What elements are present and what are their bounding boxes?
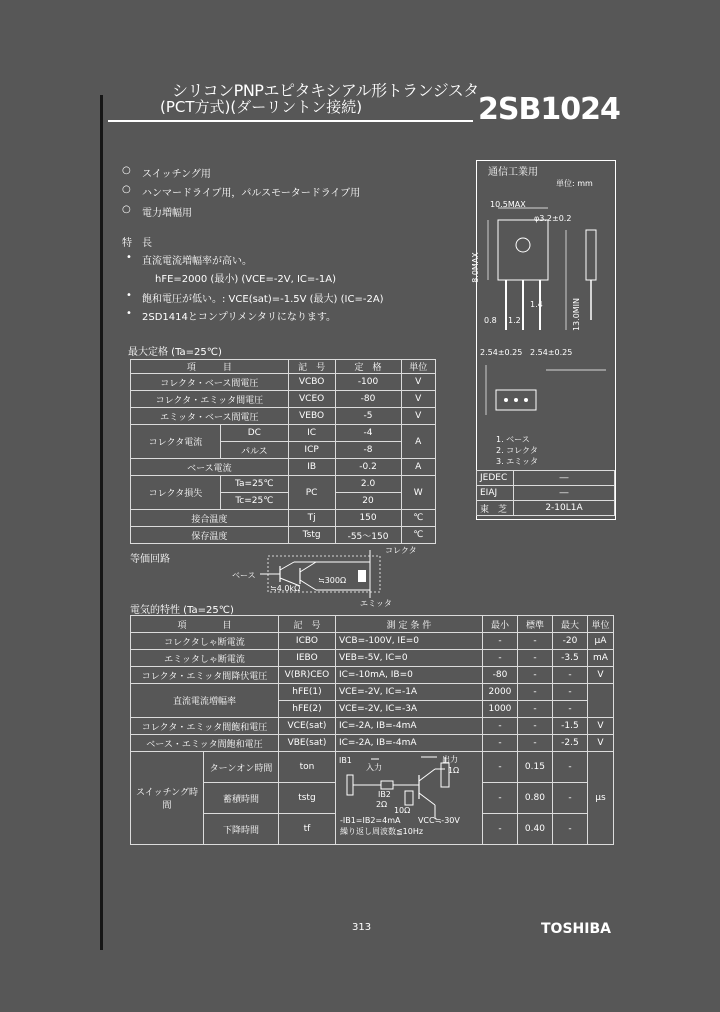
- std-label: 東 芝: [477, 501, 514, 516]
- mr-symbol: PC: [288, 476, 335, 510]
- el-head-cond: 測 定 条 件: [335, 616, 482, 633]
- el-head-typ: 標準: [517, 616, 552, 633]
- mr-symbol: ICP: [288, 442, 335, 459]
- circuit-title: 等価回路: [130, 554, 170, 565]
- el-max: -: [552, 684, 587, 701]
- dim-c: 1.2: [508, 316, 521, 325]
- el-typ: -: [517, 718, 552, 735]
- el-symbol: hFE(1): [278, 684, 335, 701]
- el-min: -: [482, 718, 517, 735]
- sw-circuit-cell: [335, 752, 482, 845]
- el-symbol: ICBO: [278, 633, 335, 650]
- el-min: -: [482, 650, 517, 667]
- app-bullet-2: ○: [122, 184, 131, 195]
- sw-unit: μs: [587, 752, 613, 845]
- mr-rating: -100: [335, 374, 401, 391]
- electrical-table: [130, 615, 614, 845]
- page-number: 313: [352, 922, 372, 933]
- sw-item: ターンオン時間: [204, 752, 279, 783]
- sw-item: 下降時間: [204, 814, 279, 845]
- package-std-table: [476, 470, 615, 516]
- sw-symbol: tstg: [278, 783, 335, 814]
- el-max: -3.5: [552, 650, 587, 667]
- el-head-item: 項 目: [131, 616, 279, 633]
- sw-label: スイッチング時間: [131, 752, 204, 845]
- std-value: 2-10L1A: [514, 501, 615, 516]
- dim-width: 10.5MAX: [490, 200, 526, 209]
- el-unit: V: [587, 667, 613, 684]
- sw-cond1: -IB1=IB2=4mA: [339, 816, 401, 825]
- el-item: エミッタしゃ断電流: [131, 650, 279, 667]
- sw-cond3: 繰り返し周波数≦10Hz: [339, 827, 424, 836]
- title-line1: シリコンPNPエピタキシアル形トランジスタ: [172, 81, 479, 100]
- dim-a: 1.4: [530, 300, 543, 309]
- sw-cond2: VCC≒-30V: [417, 816, 460, 825]
- sw-min: -: [482, 814, 517, 845]
- header-rule: [108, 120, 473, 122]
- el-min: -: [482, 735, 517, 752]
- mr-head-symbol: 記 号: [288, 360, 335, 374]
- mr-sub: Tc=25℃: [220, 493, 288, 510]
- el-cond: VCB=-100V, IE=0: [335, 633, 482, 650]
- std-label: JEDEC: [477, 471, 514, 486]
- model-number: 2SB1024: [478, 92, 620, 127]
- mr-rating: -80: [335, 391, 401, 408]
- el-max: -: [552, 701, 587, 718]
- std-value: ―: [514, 471, 615, 486]
- el-unit: μA: [587, 633, 613, 650]
- circuit-r2: ≒300Ω: [318, 576, 347, 585]
- feature-bullet-3: •: [126, 290, 132, 301]
- mr-item: コレクタ・エミッタ間電圧: [131, 391, 289, 408]
- el-unit: mA: [587, 650, 613, 667]
- feature-bullet-1: •: [126, 252, 132, 263]
- mr-item: コレクタ・ベース間電圧: [131, 374, 289, 391]
- el-min: -80: [482, 667, 517, 684]
- package-unit: 単位: mm: [556, 179, 593, 188]
- feature-bullet-4: •: [126, 308, 132, 319]
- sw-in: 入力: [365, 763, 382, 772]
- mr-head-rating: 定 格: [335, 360, 401, 374]
- el-cond: VCE=-2V, IC=-3A: [335, 701, 482, 718]
- mr-symbol: Tstg: [288, 527, 335, 544]
- mr-head-unit: 単位: [401, 360, 435, 374]
- el-cond: IC=-2A, IB=-4mA: [335, 718, 482, 735]
- mr-item: ベース電流: [131, 459, 289, 476]
- sw-item: 蓄積時間: [204, 783, 279, 814]
- el-cond: IC=-2A, IB=-4mA: [335, 735, 482, 752]
- sw-typ: 0.40: [517, 814, 552, 845]
- application-1: スイッチング用: [142, 169, 211, 180]
- package-drawing: [476, 190, 614, 430]
- el-typ: -: [517, 735, 552, 752]
- feature-4: 2SD1414とコンプリメンタリになります。: [142, 312, 337, 323]
- mr-symbol: VCEO: [288, 391, 335, 408]
- el-head-max: 最大: [552, 616, 587, 633]
- dim-pitch1: 2.54±0.25: [480, 348, 523, 357]
- brand-logo: TOSHIBA: [541, 921, 611, 937]
- mr-head-item: 項 目: [131, 360, 289, 374]
- sw-typ: 0.15: [517, 752, 552, 783]
- mr-unit: W: [401, 476, 435, 510]
- mr-rating: -55～150: [335, 527, 401, 544]
- dim-hole: φ3.2±0.2: [534, 214, 572, 223]
- sw-ib1: IB1: [338, 756, 352, 765]
- el-typ: -: [517, 650, 552, 667]
- el-typ: -: [517, 684, 552, 701]
- std-label: EIAJ: [477, 486, 514, 501]
- pin-3: 3. エミッタ: [496, 457, 539, 466]
- el-max: -1.5: [552, 718, 587, 735]
- el-item: コレクタ・エミッタ間降伏電圧: [131, 667, 279, 684]
- sw-max: -: [552, 752, 587, 783]
- el-max: -2.5: [552, 735, 587, 752]
- dim-b: 0.8: [484, 316, 497, 325]
- sw-max: -: [552, 783, 587, 814]
- mr-rating: 20: [335, 493, 401, 510]
- el-item: 直流電流増幅率: [131, 684, 279, 718]
- sw-max: -: [552, 814, 587, 845]
- dim-lead: 13.0MIN: [572, 297, 582, 332]
- mr-sub: DC: [220, 425, 288, 442]
- electrical-title: 電気的特性 (Ta=25℃): [130, 605, 234, 616]
- el-unit: V: [587, 735, 613, 752]
- el-typ: -: [517, 633, 552, 650]
- features-heading: 特 長: [122, 238, 152, 249]
- mr-rating: -4: [335, 425, 401, 442]
- el-typ: -: [517, 667, 552, 684]
- package-title: 通信工業用: [488, 167, 538, 178]
- sw-symbol: ton: [278, 752, 335, 783]
- el-min: 2000: [482, 684, 517, 701]
- max-ratings-title: 最大定格 (Ta=25℃): [128, 347, 222, 358]
- mr-symbol: Tj: [288, 510, 335, 527]
- circuit-emitter: エミッタ: [360, 599, 392, 608]
- mr-unit: A: [401, 459, 435, 476]
- mr-rating: -8: [335, 442, 401, 459]
- mr-item: コレクタ損失: [131, 476, 221, 510]
- app-bullet-3: ○: [122, 204, 131, 215]
- sw-min: -: [482, 783, 517, 814]
- mr-symbol: IC: [288, 425, 335, 442]
- feature-3: 飽和電圧が低い。: VCE(sat)=-1.5V (最大) (IC=-2A): [142, 294, 384, 305]
- mr-item: エミッタ・ベース間電圧: [131, 408, 289, 425]
- el-symbol: VBE(sat): [278, 735, 335, 752]
- el-min: -: [482, 633, 517, 650]
- pin-2: 2. コレクタ: [496, 446, 538, 455]
- el-typ: -: [517, 701, 552, 718]
- el-head-min: 最小: [482, 616, 517, 633]
- pin-1: 1. ベース: [496, 435, 530, 444]
- std-value: ―: [514, 486, 615, 501]
- dim-pitch2: 2.54±0.25: [530, 348, 573, 357]
- mr-unit: A: [401, 425, 435, 459]
- el-item: ベース・エミッタ間飽和電圧: [131, 735, 279, 752]
- el-max: -20: [552, 633, 587, 650]
- application-2: ハンマードライブ用，パルスモータードライブ用: [142, 188, 361, 199]
- sw-symbol: tf: [278, 814, 335, 845]
- el-symbol: V(BR)CEO: [278, 667, 335, 684]
- mr-item: 保存温度: [131, 527, 289, 544]
- mr-rating: 2.0: [335, 476, 401, 493]
- circuit-base: ベース: [232, 571, 256, 580]
- sw-ib2: IB2: [377, 790, 391, 799]
- dim-height: 8.0MAX: [470, 252, 480, 283]
- el-head-symbol: 記 号: [278, 616, 335, 633]
- sw-rb: 2Ω: [375, 800, 388, 809]
- el-symbol: VCE(sat): [278, 718, 335, 735]
- el-cond: VCE=-2V, IC=-1A: [335, 684, 482, 701]
- el-item: コレクタしゃ断電流: [131, 633, 279, 650]
- max-ratings-table: [130, 359, 436, 544]
- el-item: コレクタ・エミッタ間飽和電圧: [131, 718, 279, 735]
- mr-unit: V: [401, 408, 435, 425]
- el-unit: [587, 684, 613, 718]
- mr-item: 接合温度: [131, 510, 289, 527]
- circuit-r1: ≒4.0kΩ: [270, 584, 301, 593]
- mr-sub: Ta=25℃: [220, 476, 288, 493]
- mr-rating: -5: [335, 408, 401, 425]
- app-bullet-1: ○: [122, 165, 131, 176]
- mr-symbol: VEBO: [288, 408, 335, 425]
- el-symbol: IEBO: [278, 650, 335, 667]
- sw-rl: 1Ω: [447, 766, 460, 775]
- page-edge: [100, 95, 103, 950]
- mr-rating: 150: [335, 510, 401, 527]
- mr-unit: ℃: [401, 527, 435, 544]
- sw-min: -: [482, 752, 517, 783]
- application-3: 電力増幅用: [142, 208, 192, 219]
- sw-typ: 0.80: [517, 783, 552, 814]
- mr-unit: V: [401, 374, 435, 391]
- mr-unit: V: [401, 391, 435, 408]
- el-unit: V: [587, 718, 613, 735]
- title-line2: (PCT方式)(ダーリントン接続): [160, 98, 363, 116]
- sw-out: 出力: [441, 755, 458, 764]
- el-min: 1000: [482, 701, 517, 718]
- circuit-collector: コレクタ: [385, 546, 417, 555]
- el-cond: VEB=-5V, IC=0: [335, 650, 482, 667]
- el-max: -: [552, 667, 587, 684]
- mr-sub: パルス: [220, 442, 288, 459]
- mr-unit: ℃: [401, 510, 435, 527]
- mr-item: コレクタ電流: [131, 425, 221, 459]
- feature-1: 直流電流増幅率が高い。: [142, 256, 252, 267]
- el-head-unit: 単位: [587, 616, 613, 633]
- mr-symbol: IB: [288, 459, 335, 476]
- el-cond: IC=-10mA, IB=0: [335, 667, 482, 684]
- el-symbol: hFE(2): [278, 701, 335, 718]
- feature-2: hFE=2000 (最小) (VCE=-2V, IC=-1A): [155, 274, 337, 285]
- mr-symbol: VCBO: [288, 374, 335, 391]
- sw-r: 10Ω: [393, 806, 411, 815]
- mr-rating: -0.2: [335, 459, 401, 476]
